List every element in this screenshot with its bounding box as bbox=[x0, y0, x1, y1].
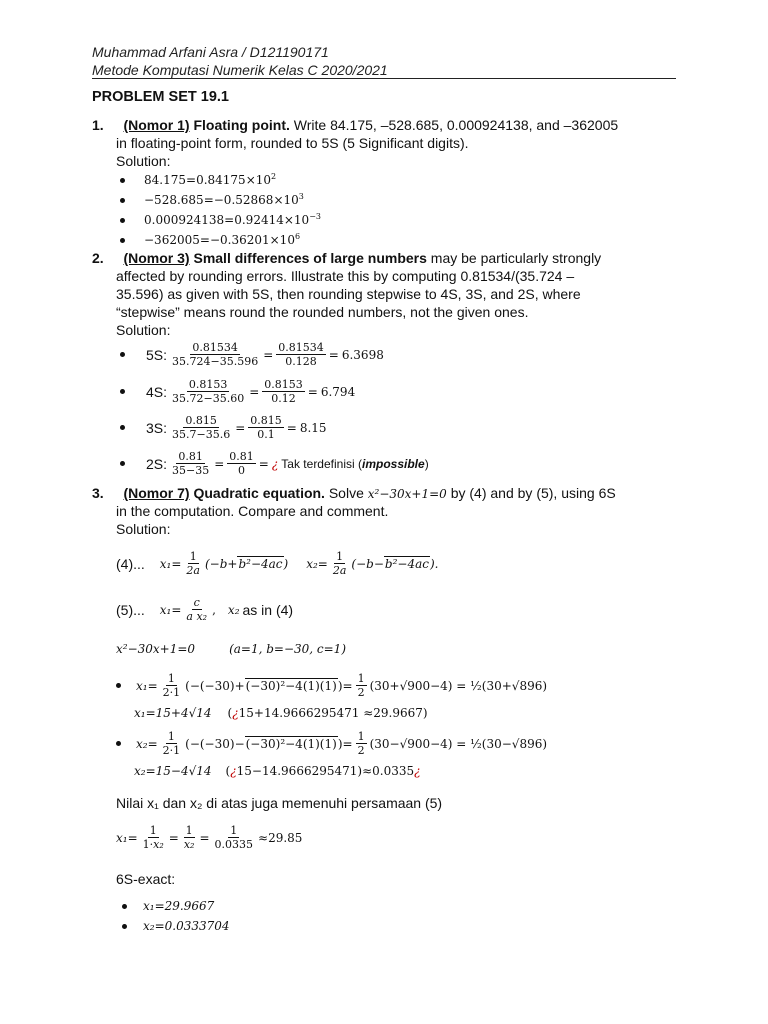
author-line: Muhammad Arfani Asra / D121190171 bbox=[92, 44, 329, 60]
problem-3-tag: (Nomor 7) bbox=[123, 485, 190, 501]
p1-item: $0.000924138=0.92414\times 10^{-3}$ bbox=[120, 212, 321, 227]
header-rule bbox=[92, 78, 676, 79]
problem-1-line-1 bbox=[92, 116, 618, 134]
problem-1-tag: (Nomor 1) bbox=[123, 117, 190, 133]
problem-2-line-2: affected by rounding errors. Illustrate this by computing 0.81534/(35.724 – bbox=[116, 268, 575, 284]
x1-result: x₁=15+4√14 (¿15+14.9666295471 ≈29.9667) bbox=[134, 706, 428, 720]
problem-2-line-1: 2. (Nomor 3) Small differences of large numbers may be particularly strongly bbox=[92, 250, 602, 266]
exact-label: 6S-exact: bbox=[116, 871, 176, 887]
problem-3-heading: Quadratic equation. bbox=[193, 485, 325, 501]
p2-item-5s: 5S: $\frac{0.81534}{35.724-35.596}$ = $\frac{0.81534}{0.128}$ = 6.3698 bbox=[120, 341, 384, 368]
p2-item-4s: 4S: $\frac{0.8153}{35.72-35.60}$ = $\frac{0.8153}{0.12}$ = 6.794 bbox=[120, 378, 355, 405]
problem-3-line-1: 3. (Nomor 7) Quadratic equation. Solve x²−30x+1=0 by (4) and by (5), using 6S bbox=[92, 485, 616, 501]
formula-5: (5)... x₁= $\frac{c}{\text{a x₂}}$ , x₂ as in (4) bbox=[116, 596, 294, 623]
equation-line: x²−30x+1=0 (a=1, b=−30, c=1) bbox=[116, 642, 346, 656]
problem-3-solution-label: Solution: bbox=[116, 521, 171, 537]
problem-3-line-2: in the computation. Compare and comment. bbox=[116, 503, 389, 519]
exact-x2: x₂=0.0333704 bbox=[122, 919, 230, 933]
problem-2-heading: Small differences of large numbers bbox=[193, 250, 427, 266]
x1-from-5: x₁= $\frac{1}{\text{1·x₂}}$ = $\frac{1}{\text{x₂}}$ = $\frac{1}{0.0335}$ ≈29.85 bbox=[116, 824, 303, 851]
p2-item-2s: 2S: $\frac{0.81}{35-35}$ = $\frac{0.81}{0}$ = ¿ Tak terdefinisi (impossible) bbox=[120, 450, 429, 477]
problem-2-tag: (Nomor 3) bbox=[123, 250, 190, 266]
problem-1-solution-label: Solution: bbox=[116, 153, 171, 169]
nilai-note: Nilai x₁ dan x₂ di atas juga memenuhi persamaan (5) bbox=[116, 795, 443, 811]
problem-3-number: 3. bbox=[92, 485, 104, 501]
problem-1-number: 1. bbox=[92, 117, 104, 133]
problem-1-text: Write 84.175, –528.685, 0.000924138, and –362005 bbox=[289, 117, 619, 133]
problem-2-number: 2. bbox=[92, 250, 104, 266]
problem-1-heading: Floating point. bbox=[193, 117, 290, 133]
problem-2-line-4: “stepwise” means round the rounded numbers, not the given ones. bbox=[116, 304, 529, 320]
p1-item: $-528.685=-0.52868\times 10^3$ bbox=[120, 192, 304, 207]
p2-item-3s: 3S: $\frac{0.815}{35.7-35.6}$ = $\frac{0.815}{0.1}$ = 8.15 bbox=[120, 414, 327, 441]
x2-computation: x₂= $\frac{1}{2\cdot 1}$ (−(−30)−(−30)²−4(1)(1))= $\frac{1}{2}$ (30−√900−4) = ½(30−√896) bbox=[116, 730, 547, 757]
problem-2-solution-label: Solution: bbox=[116, 322, 171, 338]
page-title: PROBLEM SET 19.1 bbox=[92, 89, 229, 105]
problem-1-line-2: in floating-point form, rounded to 5S (5 Significant digits). bbox=[116, 135, 469, 151]
x2-result: x₂=15−4√14 (¿15−14.9666295471)≈0.0335¿ bbox=[134, 764, 421, 778]
formula-4: (4)... x₁= $\frac{1}{2a}$ (−b+b²−4ac) x₂= $\frac{1}{2a}$ (−b−b²−4ac). bbox=[116, 550, 439, 577]
problem-2-line-3: 35.596) as given with 5S, then rounding stepwise to 4S, 3S, and 2S, where bbox=[116, 286, 581, 302]
p1-item: $-362005=-0.36201\times 10^6$ bbox=[120, 232, 300, 247]
exact-x1: x₁=29.9667 bbox=[122, 899, 214, 913]
course-line: Metode Komputasi Numerik Kelas C 2020/2021 bbox=[92, 62, 388, 78]
p1-item: $84.175=0.84175\times 10^2$ bbox=[120, 172, 276, 187]
x1-computation: x₁= $\frac{1}{2\cdot 1}$ (−(−30)+(−30)²−4(1)(1))= $\frac{1}{2}$ (30+√900−4) = ½(30+√896) bbox=[116, 672, 547, 699]
